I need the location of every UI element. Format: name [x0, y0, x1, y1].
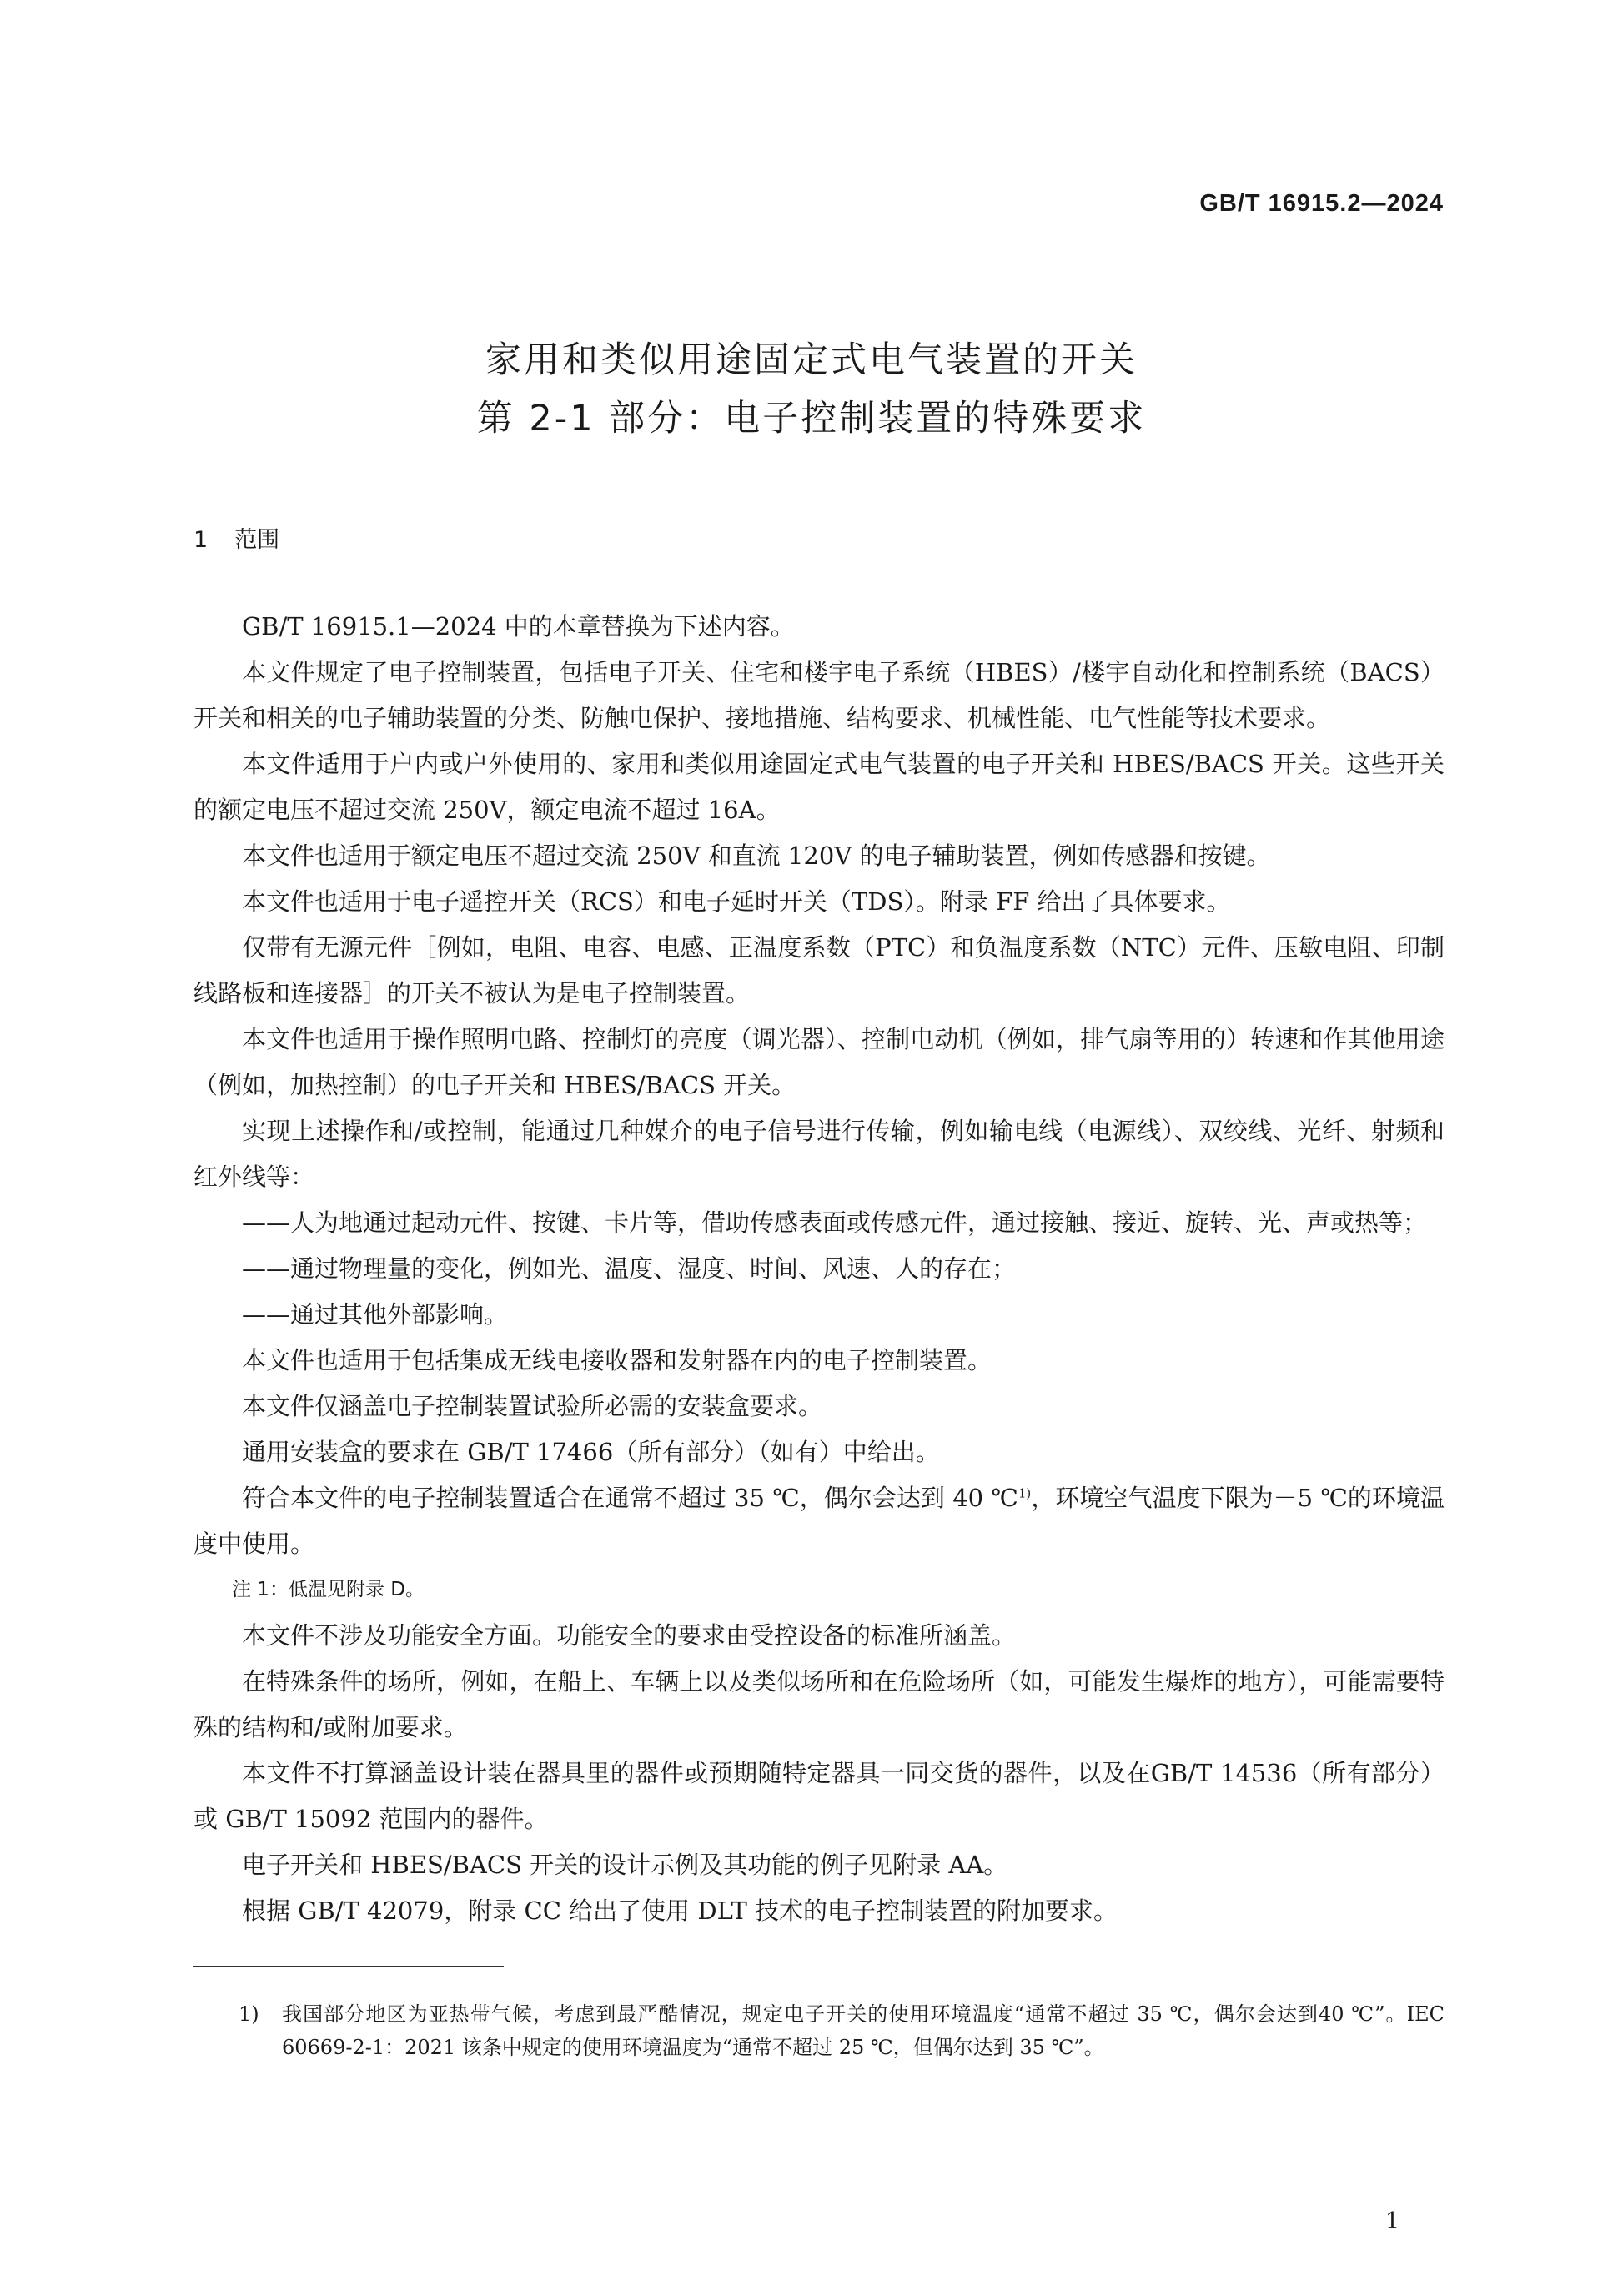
body-text: [193, 604, 1445, 1934]
paragraph: 通用安装盒的要求在 GB/T 17466（所有部分）（如有）中给出。: [242, 1438, 940, 1466]
paragraph: 本文件仅涵盖电子控制装置试验所必需的安装盒要求。: [242, 1392, 823, 1420]
footnote-text: 我国部分地区为亚热带气候，考虑到最严酷情况，规定电子开关的使用环境温度“通常不超过 35 ℃，偶尔会达到40 ℃”。IEC 60669-2-1：2021 该条中规定的使用环境温度为“通常不超过 25 ℃，但偶尔达到 35 ℃”。: [282, 2002, 1445, 2059]
footnote-mark: 1): [239, 2002, 259, 2026]
footnote-divider: [193, 1966, 504, 1967]
section-title: 范围: [234, 527, 280, 553]
document-title-line-2: 第 2-1 部分：电子控制装置的特殊要求: [476, 398, 1147, 440]
footnote-reference[interactable]: 1): [1018, 1485, 1032, 1501]
paragraph: 本文件适用于户内或户外使用的、家用和类似用途固定式电气装置的电子开关和 HBES/BACS 开关。这些开关的额定电压不超过交流 250V，额定电流不超过 16A。: [193, 750, 1445, 824]
paragraph: 本文件也适用于额定电压不超过交流 250V 和直流 120V 的电子辅助装置，例如传感器和按键。: [242, 842, 1271, 870]
document-title-line-1: 家用和类似用途固定式电气装置的开关: [485, 339, 1138, 381]
dash-list-item: ——通过其他外部影响。: [242, 1300, 509, 1329]
paragraph: GB/T 16915.1—2024 中的本章替换为下述内容。: [242, 612, 795, 641]
paragraph: 本文件也适用于电子遥控开关（RCS）和电子延时开关（TDS）。附录 FF 给出了具体要求。: [242, 887, 1231, 916]
section-heading: [193, 521, 279, 554]
temperature-paragraph: [193, 1475, 1445, 1567]
paragraph: 在特殊条件的场所，例如，在船上、车辆上以及类似场所和在危险场所（如，可能发生爆炸的地方），可能需要特殊的结构和/或附加要求。: [193, 1667, 1445, 1741]
paragraph: 仅带有无源元件［例如，电阻、电容、电感、正温度系数（PTC）和负温度系数（NTC）元件、压敏电阻、印制线路板和连接器］的开关不被认为是电子控制装置。: [193, 933, 1445, 1007]
standard-number: GB/T 16915.2—2024: [1199, 190, 1444, 217]
footnote: [239, 1997, 1445, 2064]
section-number: 1: [193, 527, 209, 553]
note: 注 1：低温见附录 D。: [232, 1579, 425, 1600]
paragraph: 本文件不涉及功能安全方面。功能安全的要求由受控设备的标准所涵盖。: [242, 1621, 1017, 1650]
page-number: 1: [1384, 2208, 1399, 2234]
paragraph: 本文件也适用于包括集成无线电接收器和发射器在内的电子控制装置。: [242, 1346, 992, 1374]
temperature-text-cont: ，环境空气温度下限为－5 ℃的环境温度中使用。: [193, 1484, 1445, 1558]
paragraph: 根据 GB/T 42079，附录 CC 给出了使用 DLT 技术的电子控制装置的附加要求。: [242, 1897, 1118, 1925]
paragraph: 本文件不打算涵盖设计装在器具里的器件或预期随特定器具一同交货的器件，以及在GB/T 14536（所有部分）或 GB/T 15092 范围内的器件。: [193, 1759, 1445, 1833]
paragraph: 本文件规定了电子控制装置，包括电子开关、住宅和楼宇电子系统（HBES）/楼宇自动化和控制系统（BACS）开关和相关的电子辅助装置的分类、防触电保护、接地措施、结构要求、机械性能、电气性能等技术要求。: [193, 658, 1445, 732]
dash-list-item: ——通过物理量的变化，例如光、温度、湿度、时间、风速、人的存在；: [242, 1254, 1017, 1283]
paragraph: 本文件也适用于操作照明电路、控制灯的亮度（调光器）、控制电动机（例如，排气扇等用的）转速和作其他用途（例如，加热控制）的电子开关和 HBES/BACS 开关。: [193, 1025, 1445, 1099]
temperature-text: 符合本文件的电子控制装置适合在通常不超过 35 ℃，偶尔会达到 40 ℃: [242, 1484, 1018, 1512]
dash-list-item: ——人为地通过起动元件、按键、卡片等，借助传感表面或传感元件，通过接触、接近、旋转、光、声或热等；: [242, 1208, 1428, 1237]
paragraph: 实现上述操作和/或控制，能通过几种媒介的电子信号进行传输，例如输电线（电源线）、双绞线、光纤、射频和红外线等：: [193, 1117, 1445, 1191]
paragraph: 电子开关和 HBES/BACS 开关的设计示例及其功能的例子见附录 AA。: [242, 1851, 1008, 1879]
